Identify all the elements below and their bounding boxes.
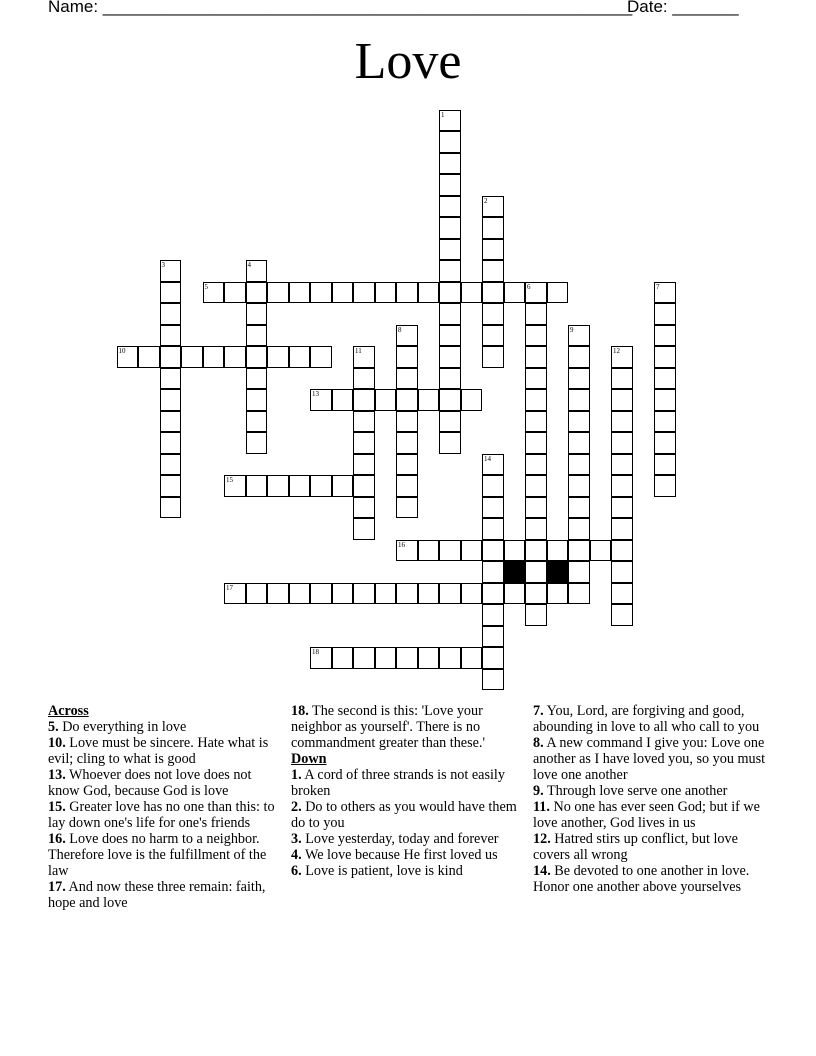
grid-cell[interactable] xyxy=(203,346,225,368)
grid-cell[interactable] xyxy=(353,368,375,390)
grid-cell[interactable] xyxy=(246,260,268,282)
grid-cell[interactable] xyxy=(160,325,182,347)
grid-cell[interactable] xyxy=(160,260,182,282)
clue-number-label: 14 xyxy=(484,454,491,463)
black-cell xyxy=(547,561,569,583)
grid-cell[interactable] xyxy=(246,346,268,368)
grid-cell[interactable] xyxy=(568,540,590,562)
grid-cell[interactable] xyxy=(568,411,590,433)
grid-cell[interactable] xyxy=(525,561,547,583)
grid-cell[interactable] xyxy=(525,497,547,519)
grid-cell[interactable] xyxy=(461,282,483,304)
grid-cell[interactable] xyxy=(654,411,676,433)
clue-number-label: 9 xyxy=(570,325,574,334)
grid-cell[interactable] xyxy=(224,346,246,368)
clue-text: Do to others as you would have them do to you xyxy=(291,799,517,831)
grid-cell[interactable] xyxy=(525,282,547,304)
grid-cell[interactable] xyxy=(482,604,504,626)
grid-cell[interactable] xyxy=(568,561,590,583)
grid-cell[interactable] xyxy=(160,346,182,368)
grid-cell[interactable] xyxy=(332,475,354,497)
grid-cell[interactable] xyxy=(332,583,354,605)
clue-down-9 xyxy=(533,783,768,799)
grid-cell[interactable] xyxy=(482,346,504,368)
grid-cell[interactable] xyxy=(611,368,633,390)
grid-cell[interactable] xyxy=(525,346,547,368)
clue-number: 14. xyxy=(533,863,551,879)
grid-cell[interactable] xyxy=(396,282,418,304)
clue-number: 18. xyxy=(291,703,309,719)
grid-cell[interactable] xyxy=(482,196,504,218)
clue-number-label: 5 xyxy=(204,282,208,291)
clue-down-12 xyxy=(533,831,768,863)
clue-number: 8. xyxy=(533,735,544,751)
grid-cell[interactable] xyxy=(525,540,547,562)
clue-number-label: 15 xyxy=(226,476,233,484)
grid-cell[interactable] xyxy=(568,368,590,390)
clue-across-13 xyxy=(48,767,283,799)
grid-cell[interactable] xyxy=(439,647,461,669)
grid-cell[interactable] xyxy=(504,540,526,562)
clue-text: Love yesterday, today and forever xyxy=(305,831,499,847)
clue-number: 16. xyxy=(48,831,66,847)
grid-cell[interactable] xyxy=(482,282,504,304)
grid-cell[interactable] xyxy=(611,497,633,519)
grid-cell[interactable] xyxy=(482,518,504,540)
grid-cell[interactable] xyxy=(396,411,418,433)
clue-number: 10. xyxy=(48,735,66,751)
clue-number: 5. xyxy=(48,719,59,735)
grid-cell[interactable] xyxy=(461,389,483,411)
grid-cell[interactable] xyxy=(310,475,332,497)
clue-number: 7. xyxy=(533,703,544,719)
grid-cell[interactable] xyxy=(525,454,547,476)
clue-down-4 xyxy=(291,847,526,863)
grid-cell[interactable] xyxy=(482,239,504,261)
grid-cell[interactable] xyxy=(482,475,504,497)
grid-cell[interactable] xyxy=(332,647,354,669)
clue-across-18 xyxy=(291,703,526,751)
grid-cell[interactable] xyxy=(353,389,375,411)
clue-number: 13. xyxy=(48,767,66,783)
grid-cell[interactable] xyxy=(439,196,461,218)
clues-column-1 xyxy=(48,703,283,911)
grid-cell[interactable] xyxy=(375,389,397,411)
grid-cell[interactable] xyxy=(568,325,590,347)
clue-number-label: 2 xyxy=(484,196,488,205)
grid-cell[interactable] xyxy=(267,346,289,368)
grid-cell[interactable] xyxy=(611,540,633,562)
clue-number-label: 18 xyxy=(312,648,319,656)
grid-cell[interactable] xyxy=(246,389,268,411)
grid-cell[interactable] xyxy=(353,583,375,605)
grid-cell[interactable] xyxy=(289,282,311,304)
grid-cell[interactable] xyxy=(289,475,311,497)
grid-cell[interactable] xyxy=(396,368,418,390)
grid-cell[interactable] xyxy=(504,282,526,304)
clue-across-16 xyxy=(48,831,283,879)
clue-down-7 xyxy=(533,703,768,735)
grid-cell[interactable] xyxy=(267,583,289,605)
clue-across-17 xyxy=(48,879,283,911)
clue-text: A cord of three strands is not easily broken xyxy=(291,767,505,799)
grid-cell[interactable] xyxy=(611,604,633,626)
clue-number: 15. xyxy=(48,799,66,815)
grid-cell[interactable] xyxy=(525,389,547,411)
grid-cell[interactable] xyxy=(611,432,633,454)
clue-number-label: 4 xyxy=(247,261,251,269)
grid-cell[interactable] xyxy=(289,583,311,605)
grid-cell[interactable] xyxy=(461,583,483,605)
clue-down-2 xyxy=(291,799,526,831)
grid-cell[interactable] xyxy=(396,583,418,605)
grid-cell[interactable] xyxy=(224,583,246,605)
grid-cell[interactable] xyxy=(224,282,246,304)
puzzle-title: Love xyxy=(354,33,462,90)
grid-cell[interactable] xyxy=(310,583,332,605)
grid-cell[interactable] xyxy=(461,647,483,669)
grid-cell[interactable] xyxy=(568,475,590,497)
clue-text: Love is patient, love is kind xyxy=(305,863,463,879)
grid-cell[interactable] xyxy=(525,518,547,540)
grid-cell[interactable] xyxy=(611,518,633,540)
grid-cell[interactable] xyxy=(353,475,375,497)
clue-number-label: 17 xyxy=(226,583,233,592)
grid-cell[interactable] xyxy=(525,475,547,497)
grid-cell[interactable] xyxy=(482,303,504,325)
grid-cell[interactable] xyxy=(353,282,375,304)
grid-cell[interactable] xyxy=(439,131,461,153)
grid-cell[interactable] xyxy=(439,174,461,196)
black-cell xyxy=(504,561,526,583)
clue-number: 2. xyxy=(291,799,302,815)
down-heading: Down xyxy=(291,751,327,767)
grid-cell[interactable] xyxy=(482,497,504,519)
clue-text: The second is this: 'Love your neighbor as yourself'. There is no commandment greater than these.' xyxy=(291,703,486,751)
clue-text: We love because He first loved us xyxy=(304,847,498,863)
grid-cell[interactable] xyxy=(181,346,203,368)
grid-cell[interactable] xyxy=(439,346,461,368)
grid-cell[interactable] xyxy=(353,647,375,669)
clue-number-label: 13 xyxy=(312,390,319,398)
grid-cell[interactable] xyxy=(439,583,461,605)
clues-column-3 xyxy=(533,703,768,895)
grid-cell[interactable] xyxy=(611,389,633,411)
grid-cell[interactable] xyxy=(418,647,440,669)
grid-cell[interactable] xyxy=(396,497,418,519)
grid-cell[interactable] xyxy=(246,282,268,304)
grid-cell[interactable] xyxy=(525,411,547,433)
grid-cell[interactable] xyxy=(439,389,461,411)
grid-cell[interactable] xyxy=(267,475,289,497)
grid-cell[interactable] xyxy=(482,647,504,669)
clue-number-label: 3 xyxy=(161,261,165,269)
grid-cell[interactable] xyxy=(611,561,633,583)
grid-cell[interactable] xyxy=(654,432,676,454)
grid-cell[interactable] xyxy=(525,325,547,347)
across-heading: Across xyxy=(48,703,89,719)
grid-cell[interactable] xyxy=(611,411,633,433)
grid-cell[interactable] xyxy=(375,282,397,304)
grid-cell[interactable] xyxy=(353,411,375,433)
clue-number-label: 1 xyxy=(441,110,445,119)
grid-cell[interactable] xyxy=(654,389,676,411)
grid-cell[interactable] xyxy=(160,432,182,454)
grid-cell[interactable] xyxy=(160,389,182,411)
grid-cell[interactable] xyxy=(482,626,504,648)
grid-cell[interactable] xyxy=(482,325,504,347)
grid-cell[interactable] xyxy=(611,454,633,476)
clue-text: Through love serve one another xyxy=(546,783,728,799)
grid-cell[interactable] xyxy=(611,475,633,497)
grid-cell[interactable] xyxy=(332,389,354,411)
grid-cell[interactable] xyxy=(160,497,182,519)
grid-cell[interactable] xyxy=(525,604,547,626)
clue-text: Greater love has no one than this: to lay down one's life for one's friends xyxy=(48,799,275,831)
grid-cell[interactable] xyxy=(138,346,160,368)
grid-cell[interactable] xyxy=(418,389,440,411)
grid-cell[interactable] xyxy=(654,475,676,497)
grid-cell[interactable] xyxy=(396,325,418,347)
grid-cell[interactable] xyxy=(310,647,332,669)
grid-cell[interactable] xyxy=(525,368,547,390)
clue-number: 6. xyxy=(291,863,302,879)
grid-cell[interactable] xyxy=(439,368,461,390)
grid-cell[interactable] xyxy=(568,389,590,411)
grid-cell[interactable] xyxy=(418,583,440,605)
grid-cell[interactable] xyxy=(246,303,268,325)
grid-cell[interactable] xyxy=(568,497,590,519)
grid-cell[interactable] xyxy=(504,583,526,605)
clue-number: 9. xyxy=(533,783,544,799)
grid-cell[interactable] xyxy=(654,368,676,390)
grid-cell[interactable] xyxy=(246,583,268,605)
grid-cell[interactable] xyxy=(439,217,461,239)
clue-number: 17. xyxy=(48,879,66,895)
grid-cell[interactable] xyxy=(246,432,268,454)
grid-cell[interactable] xyxy=(525,583,547,605)
clue-text: Love must be sincere. Hate what is evil; cling to what is good xyxy=(48,735,269,767)
grid-cell[interactable] xyxy=(160,368,182,390)
grid-cell[interactable] xyxy=(439,432,461,454)
grid-cell[interactable] xyxy=(654,454,676,476)
clue-number-label: 6 xyxy=(527,282,531,291)
grid-cell[interactable] xyxy=(160,282,182,304)
clue-across-5 xyxy=(48,719,283,735)
grid-cell[interactable] xyxy=(547,282,569,304)
grid-cell[interactable] xyxy=(396,432,418,454)
grid-cell[interactable] xyxy=(160,475,182,497)
clue-text: Do everything in love xyxy=(62,719,187,735)
grid-cell[interactable] xyxy=(439,239,461,261)
clue-number-label: 10 xyxy=(118,347,126,355)
grid-cell[interactable] xyxy=(611,346,633,368)
clue-text: You, Lord, are forgiving and good, abounding in love to all who call to you xyxy=(533,703,760,735)
crossword-grid xyxy=(117,110,717,710)
grid-cell[interactable] xyxy=(396,454,418,476)
clue-number: 4. xyxy=(291,847,302,863)
grid-cell[interactable] xyxy=(654,303,676,325)
grid-cell[interactable] xyxy=(396,647,418,669)
grid-cell[interactable] xyxy=(160,411,182,433)
grid-cell[interactable] xyxy=(439,153,461,175)
grid-cell[interactable] xyxy=(289,346,311,368)
grid-cell[interactable] xyxy=(439,411,461,433)
grid-cell[interactable] xyxy=(246,411,268,433)
grid-cell[interactable] xyxy=(654,325,676,347)
grid-cell[interactable] xyxy=(568,432,590,454)
clues-column-2 xyxy=(291,703,526,879)
grid-cell[interactable] xyxy=(246,475,268,497)
grid-cell[interactable] xyxy=(568,518,590,540)
clue-text: Be devoted to one another in love. Honor one another above yourselves xyxy=(533,863,750,895)
grid-cell[interactable] xyxy=(353,454,375,476)
grid-cell[interactable] xyxy=(568,454,590,476)
clue-text: Love does no harm to a neighbor. Therefore love is the fulfillment of the law xyxy=(48,831,267,879)
name-field-label: Name: ________________________________________________________ xyxy=(48,0,633,16)
grid-cell[interactable] xyxy=(611,583,633,605)
grid-cell[interactable] xyxy=(439,303,461,325)
clue-number-label: 8 xyxy=(398,325,402,334)
grid-cell[interactable] xyxy=(353,518,375,540)
clue-text: A new command I give you: Love one another as I have loved you, so you must love one another xyxy=(533,735,766,783)
clue-number-label: 16 xyxy=(398,540,405,549)
grid-cell[interactable] xyxy=(267,282,289,304)
grid-cell[interactable] xyxy=(332,282,354,304)
grid-cell[interactable] xyxy=(353,497,375,519)
grid-cell[interactable] xyxy=(418,540,440,562)
grid-cell[interactable] xyxy=(310,346,332,368)
grid-cell[interactable] xyxy=(439,260,461,282)
grid-cell[interactable] xyxy=(353,432,375,454)
grid-cell[interactable] xyxy=(482,454,504,476)
clue-down-1 xyxy=(291,767,526,799)
clue-down-11 xyxy=(533,799,768,831)
clue-across-10 xyxy=(48,735,283,767)
grid-cell[interactable] xyxy=(654,282,676,304)
clue-across-15 xyxy=(48,799,283,831)
grid-cell[interactable] xyxy=(353,346,375,368)
grid-cell[interactable] xyxy=(482,260,504,282)
clue-down-3 xyxy=(291,831,526,847)
clue-number-label: 7 xyxy=(656,282,660,291)
grid-cell[interactable] xyxy=(418,282,440,304)
grid-cell[interactable] xyxy=(482,540,504,562)
grid-cell[interactable] xyxy=(396,389,418,411)
grid-cell[interactable] xyxy=(525,303,547,325)
grid-cell[interactable] xyxy=(568,583,590,605)
clue-text: Whoever does not love does not know God, because God is love xyxy=(48,767,252,799)
grid-cell[interactable] xyxy=(246,368,268,390)
clue-text: And now these three remain: faith, hope and love xyxy=(48,879,266,911)
grid-cell[interactable] xyxy=(396,540,418,562)
grid-cell[interactable] xyxy=(375,583,397,605)
grid-cell[interactable] xyxy=(547,583,569,605)
grid-cell[interactable] xyxy=(439,110,461,132)
grid-cell[interactable] xyxy=(590,540,612,562)
grid-cell[interactable] xyxy=(396,346,418,368)
clue-number: 1. xyxy=(291,767,302,783)
grid-cell[interactable] xyxy=(375,647,397,669)
grid-cell[interactable] xyxy=(224,475,246,497)
clue-number-label: 12 xyxy=(613,347,620,355)
grid-cell[interactable] xyxy=(160,454,182,476)
date-field-label: Date: _______ xyxy=(627,0,739,16)
clue-down-14 xyxy=(533,863,768,895)
clue-number: 3. xyxy=(291,831,302,847)
grid-cell[interactable] xyxy=(310,389,332,411)
clue-number: 12. xyxy=(533,831,551,847)
grid-cell[interactable] xyxy=(568,346,590,368)
grid-cell[interactable] xyxy=(310,282,332,304)
clue-number: 11. xyxy=(533,799,550,815)
grid-cell[interactable] xyxy=(654,346,676,368)
grid-cell[interactable] xyxy=(439,282,461,304)
grid-cell[interactable] xyxy=(117,346,139,368)
grid-cell[interactable] xyxy=(160,303,182,325)
grid-cell[interactable] xyxy=(482,217,504,239)
clue-down-6 xyxy=(291,863,526,879)
clue-number-label: 11 xyxy=(355,347,362,355)
grid-cell[interactable] xyxy=(547,540,569,562)
grid-cell[interactable] xyxy=(461,540,483,562)
grid-cell[interactable] xyxy=(482,583,504,605)
grid-cell[interactable] xyxy=(525,432,547,454)
grid-cell[interactable] xyxy=(482,669,504,691)
grid-cell[interactable] xyxy=(439,325,461,347)
clue-text: No one has ever seen God; but if we love another, God lives in us xyxy=(533,799,760,831)
grid-cell[interactable] xyxy=(482,561,504,583)
grid-cell[interactable] xyxy=(439,540,461,562)
clue-down-8 xyxy=(533,735,768,783)
grid-cell[interactable] xyxy=(203,282,225,304)
grid-cell[interactable] xyxy=(246,325,268,347)
clue-text: Hatred stirs up conflict, but love covers all wrong xyxy=(533,831,738,863)
grid-cell[interactable] xyxy=(396,475,418,497)
